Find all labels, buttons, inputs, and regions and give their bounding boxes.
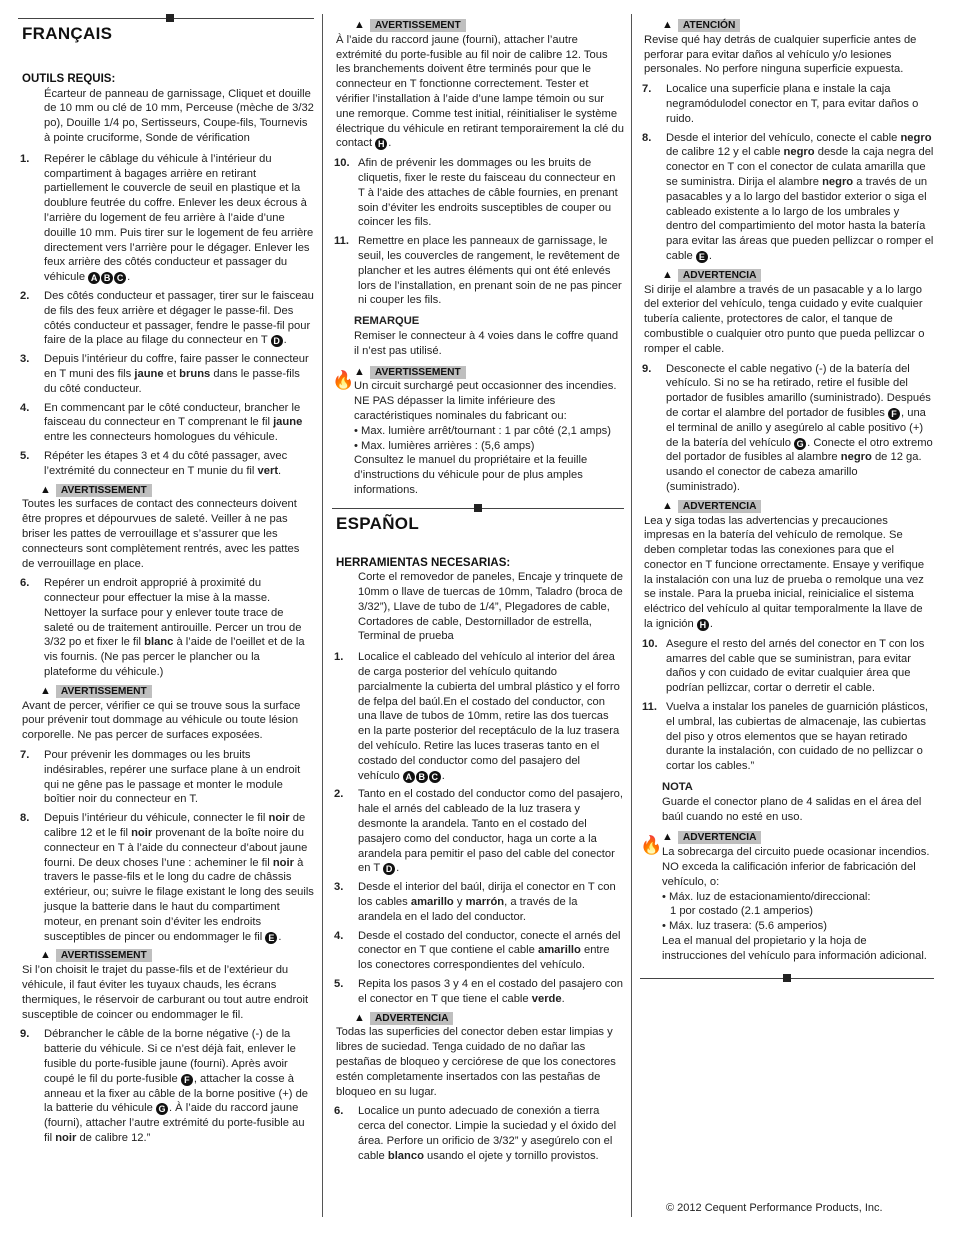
section-rule: [18, 18, 314, 19]
step-es-9: 9. Desconecte el cable negativo (-) de la batería del vehículo. Si no se ha retirado, retire el fusible del portador de fusibles amarillo (suministrado). Después de cortar el alambre del portador de fusibles F , una el terminal de anillo y asegúrelo al cable positivo (+) de la batería del vehículo G . Conecte el otro extremo del portador de fusibles al alambre negro de 12 ga. usando el conector de cabeza amarillo (suministrado).: [642, 362, 933, 493]
step-es-2: 2. Tanto en el costado del conductor como del pasajero, hale el arnés del cableado de la luz trasera y desmonte la arandela. Tanto en el costado del pasajero como del conductor, haga un corte a la arandela para pemitir el paso del cable del conector en T D .: [334, 788, 623, 875]
callout-d-icon: D: [271, 335, 283, 347]
note-text: Guarde el conector plano de 4 salidas en el área del baúl cuando no esté en uso.: [662, 795, 922, 823]
step-es-7: 7. Localice una superficie plana e instale la caja negramódulodel conector en T, para evitar daños o ruido.: [642, 83, 919, 125]
callout-b-icon: B: [416, 771, 428, 783]
copyright: © 2012 Cequent Performance Products, Inc.: [666, 1202, 883, 1214]
warning-block: ▲ AVERTISSEMENT: [40, 684, 314, 699]
callout-d-icon: D: [383, 863, 395, 875]
step-es-3: 3. Desde el interior del baúl, dirija el conector en T con los cables amarillo y marrón, a través de la arandela en el lado del conductor.: [334, 881, 616, 923]
warning-block: ▲ ADVERTENCIA: [354, 1011, 624, 1026]
step-fr-8: 8. Depuis l’intérieur du véhicule, connecter le fil noir de calibre 12 et le fil noir provenant de la boîte noire du connecteur en T à l’aide du connecteur d’about jaune fourni. De deux choses l’une : acheminer le fil noir à travers le passe-fils et le long du cadre de châssis extérieur, ou; suivre le filage existant le long des seuils jusque la batterie dans le haut du compartiment moteur, en prenant soin d’éviter les endroits susceptibles de pincer ou endommager le fil E .: [20, 812, 314, 943]
fire-icon: 🔥: [640, 835, 663, 856]
step-fr-1: 1. Repérer le câblage du véhicule à l’intérieur du compartiment à bagages arrière en retirant partiellement le couvercle de seuil en plastique et la doublure feutrée du coffre. Enlever les deux écrous à l’arrière du logement de feu arrière à l’aide d’une douille 10 mm. Puis tirer sur le logement de feu arrière directement vers l’arrière pour le dégager. Enlever les feux arrière des côtés conducteur et passager du véhicule A B C .: [20, 152, 314, 284]
callout-e-icon: E: [696, 251, 708, 263]
warning-block: ▲ AVERTISSEMENT: [40, 948, 314, 963]
warning-triangle-icon: ▲: [662, 831, 673, 844]
french-heading: FRANÇAIS: [22, 24, 113, 43]
attention-text: Revise qué hay detrás de cualquier superficie antes de perforar para evitar daños al vehículo y/o lesiones personales. No perfore ninguna superficie expuesta.: [644, 33, 917, 76]
warning-triangle-icon: ▲: [354, 365, 365, 378]
fire-warning: 🔥 ▲ AVERTISSEMENT Un circuit surchargé peut occasionner des incendies. NE PAS dépasser la limite inférieure des caractéristiques nominales du fabricant ou: • Max. lumière arrêt/tournant : 1 par côté (2,1 amps) • Max. lumières arrières : (5,6 amps) Consultez le manuel du propriétaire et la feuille d’instructions du véhicule pour de plus amples informations.: [332, 365, 617, 496]
note-text: Remiser le connecteur à 4 voies dans le coffre quand il n’est pas utilisé.: [354, 329, 619, 357]
step-fr-9: 9. Débrancher le câble de la borne négative (-) de la batterie du véhicule. Si ce n’est déjà fait, enlever le fusible du porte-fusible jaune (fourni). Après avoir coupé le fil du porte-fusible F , attacher la cosse à anneau et la fixer au câble de la borne positive (+) de la batterie du véhicule G . À l’aide du raccord jaune (fourni), attacher l’autre extrémité du porte-fusible au fil noir de calibre 12.”: [20, 1028, 309, 1144]
fire-icon: 🔥: [332, 369, 355, 390]
warning-triangle-icon: ▲: [40, 949, 51, 962]
warning-triangle-icon: ▲: [354, 1011, 365, 1024]
column-middle: [332, 14, 624, 1168]
step-es-5: 5. Repita los pasos 3 y 4 en el costado del pasajero con el conector en T que tiene el cable verde.: [334, 978, 623, 1005]
tools-heading: OUTILS REQUIS:: [22, 72, 116, 85]
warning-text: Si dirije el alambre a través de un pasacable y a lo largo del exterior del vehículo, tenga cuidado y evite cualquier tubería caliente, protectores de calor, el tanque de combustible o cualquier otro punto que pueda pellizcar o romper el cable.: [644, 283, 925, 355]
warning-triangle-icon: ▲: [662, 268, 673, 281]
warning-text: Toutes les surfaces de contact des connecteurs doivent être propres et dépourvues de saleté. Veiller à ne pas briser les pattes de verrouillage et s’assurer que les connecteurs sont complètement rentrés, avec les pattes de verrouillage en place.: [22, 498, 300, 570]
step-fr-4: 4. En commencant par le côté conducteur, brancher le faisceau du connecteur en T comprenant le fil jaune entre les connecteurs homologues du véhicule.: [20, 401, 303, 444]
fire-warning: 🔥 ▲ ADVERTENCIA La sobrecarga del circuito puede ocasionar incendios. NO exceda la calificación inferior de fabricación del vehículo, o: • Máx. luz de estacionamiento/direccional: 1 por costado (2.1 amperios) • Máx. luz trasera: (5.6 amperios) Lea el manual del propietario y la hoja de instrucciones del vehículo para información adicional.: [640, 831, 930, 962]
step-es-1: 1. Localice el cableado del vehículo al interior del área de carga posterior del vehículo quitando parcialmente la cubierta del umbral plástico y el forro de felpa del baúl.En el costado del conductor, con una llave de tubos de 10mm, retire las dos tuercas en la parte posterior del receptáculo de la luz trasera del vehículo. Retire las luces traseras tanto en el costado del conductor como del pasajero del vehículo A B C .: [334, 651, 620, 782]
callout-c-icon: C: [429, 771, 441, 783]
step-fr-5: 5. Répéter les étapes 3 et 4 du côté passager, avec l’extrémité du connecteur en T munie du fil vert.: [20, 449, 288, 477]
step-fr-2: 2. Des côtés conducteur et passager, tirer sur le faisceau de fils des feux arrière et dégager le passe-fil. Des côtés conducteur et passager, fendre le passe-fil pour faire de la place au filage du connecteur en T D .: [20, 289, 314, 347]
warning-text: Avant de percer, vérifier ce qui se trouve sous la surface pour prévenir tout dommage au véhicule ou toute lésion corporelle. Ne pas percer de surfaces exposées.: [22, 699, 301, 742]
tools-list: Écarteur de panneau de garnissage, Cliquet et douille de 10 mm ou clé de 10 mm, Perceuse (mèche de 3/32 po), Douille 1/4 po, Sertisseurs, Coupe-fils, Tournevis à pointe cruciforme, Sonde de vérification: [44, 87, 314, 144]
callout-f-icon: F: [888, 408, 900, 420]
callout-a-icon: A: [88, 272, 100, 284]
callout-g-icon: G: [794, 438, 806, 450]
step-es-6: 6. Localice un punto adecuado de conexión a tierra cerca del conector. Limpie la suciedad y el óxido del área. Perfore un orificio de 3/32” y asegúrelo con el cable blanco usando el ojete y tornillo provistos.: [334, 1105, 617, 1162]
column-divider-2: [631, 14, 632, 1217]
warning-block: ▲ AVERTISSEMENT: [354, 18, 624, 33]
warning-text: Lea y siga todas las advertencias y precauciones impresas en la batería del vehículo de remolque. Se deben completar todas las conexiones para que el conector en T funcione orrectamente. Ensaye y verifique la instalación con una luz de prueba o remolque una vez se instale. Para la prueba inicial, reinicialice el sistema eléctrico del vehículo al quitar temporalmente la llave de la ignición H .: [644, 514, 925, 631]
callout-h-icon: H: [697, 619, 709, 631]
step-es-10: 10. Asegure el resto del arnés del conector en T con los amarres del cable que se suministran, para evitar daños y con cuidado de evitar cualquier área que podrían pellizcar, cortar o derretir el cable.: [642, 637, 925, 695]
warning-block: ▲ ADVERTENCIA: [662, 268, 934, 283]
warning-block: ▲ AVERTISSEMENT: [40, 483, 314, 498]
warning-text: Si l’on choisit le trajet du passe-fils et de l’extérieur du véhicule, il faut éviter les tuyaux chauds, les écrans thermiques, le réservoir de carburant ou tout autre endroit susceptible de coincer ou endommager le fil.: [22, 964, 309, 1021]
warning-triangle-icon: ▲: [40, 483, 51, 496]
tools-list: Corte el removedor de paneles, Encaje y trinquete de 10mm o llave de tuercas de 10mm, Taladro (broca de 3/32”), Llave de tubo de 1/4”, Plegadores de cable, Cortadores de cable, Destornillador de estrella, Terminal de prueba: [358, 571, 623, 643]
note-heading: REMARQUE: [354, 315, 420, 328]
callout-h-icon: H: [375, 138, 387, 150]
callout-c-icon: C: [114, 272, 126, 284]
callout-b-icon: B: [101, 272, 113, 284]
step-fr-6: 6. Repérer un endroit approprié à proximité du connecteur pour effectuer la mise à la masse. Nettoyer la surface pour y enlever toute trace de saleté ou de traitement antirouille. Percer un trou de 3/32 po et fixer le fil blanc à l’aide de l’oeillet et de la vis fournis. (Ne pas percer le plancher ou la plateforme du véhicule.): [20, 577, 305, 679]
step-fr-10: 10. Afin de prévenir les dommages ou les bruits de cliquetis, fixer le reste du faisceau du connecteur en T à l’aide des attaches de câble fournies, en prenant soin d’éviter les endroits susceptibles de couper ou coincer les fils.: [334, 157, 618, 229]
column-divider-1: [322, 14, 323, 1217]
section-rule: [640, 978, 934, 979]
section-rule: [332, 508, 624, 509]
step-fr-7: 7. Pour prévenir les dommages ou les bruits indésirables, repérer une surface plane à un endroit qui ne gêne pas le passage et monter le module boîtier noir du connecteur en T.: [20, 749, 301, 806]
callout-e-icon: E: [265, 932, 277, 944]
note-heading: NOTA: [662, 781, 693, 794]
warning-text: Todas las superficies del conector deben estar limpias y libres de suciedad. Tenga cuidado de no dañar las pestañas de bloqueo y cerciórese de que los conectores estén completamente insertados con las pestañas de bloqueo en su lugar.: [336, 1026, 616, 1098]
step-fr-3: 3. Depuis l’intérieur du coffre, faire passer le connecteur en T muni des fils jaune et bruns dans le passe-fils du côté conducteur.: [20, 353, 309, 395]
warning-triangle-icon: ▲: [354, 19, 365, 31]
column-french: [18, 14, 314, 1150]
step-es-11: 11. Vuelva a instalar los paneles de guarnición plásticos, el umbral, las cubiertas de almacenaje, las cubiertas del piso y otros elementos que se hayan retirado durante la instalación, con cuidado de no pellizcar o cortar los cables.”: [642, 701, 929, 773]
callout-g-icon: G: [156, 1103, 168, 1115]
step-es-4: 4. Desde el costado del conductor, conecte el arnés del conector en T que contiene el cable amarillo entre los conectores correspondientes del vehículo.: [334, 929, 621, 972]
warning-triangle-icon: ▲: [40, 684, 51, 697]
column-spanish-cont: [640, 14, 934, 985]
warning-block: ▲ ADVERTENCIA: [662, 499, 934, 514]
callout-f-icon: F: [181, 1074, 193, 1086]
warning-text: À l’aide du raccord jaune (fourni), attacher l’autre extrémité du porte-fusible au fil noir de calibre 12. Tous les branchements doivent être terminés pour que le connecteur en T fonctionne correctement. Tester et vérifier l’installation à l’aide d’une lampe témoin ou sur une remorque. Comme test initial, réinitialiser le système électrique du véhicule en retirant temporairement la clé du contact H .: [336, 33, 624, 150]
spanish-heading: ESPAÑOL: [336, 513, 420, 533]
step-fr-11: 11. Remettre en place les panneaux de garnissage, le seuil, les couvercles de rangement, le revêtement de plancher et les autres éléments qui ont été enlevés lors de l’installation, en prenant soin de ne pas pincer ni couper les fils.: [334, 235, 622, 307]
callout-a-icon: A: [403, 771, 415, 783]
attention-block: ▲ ATENCIÓN: [662, 18, 934, 33]
warning-triangle-icon: ▲: [662, 499, 673, 512]
warning-triangle-icon: ▲: [662, 19, 673, 31]
step-es-8: 8. Desde el interior del vehículo, conecte el cable negro de calibre 12 y el cable negro desde la caja negra del conector en T con el conector de culata amarilla que se suministra. Dirija el alambre negro a través de un pasacables y a lo largo del bastidor exterior o siga el cableado existente a lo largo de los umbrales y dentro del compartimiento del motor hasta la batería para evitar las áreas que pueden pellizcar o romper el cable E .: [642, 131, 934, 262]
tools-heading: HERRAMIENTAS NECESARIAS:: [336, 556, 511, 569]
